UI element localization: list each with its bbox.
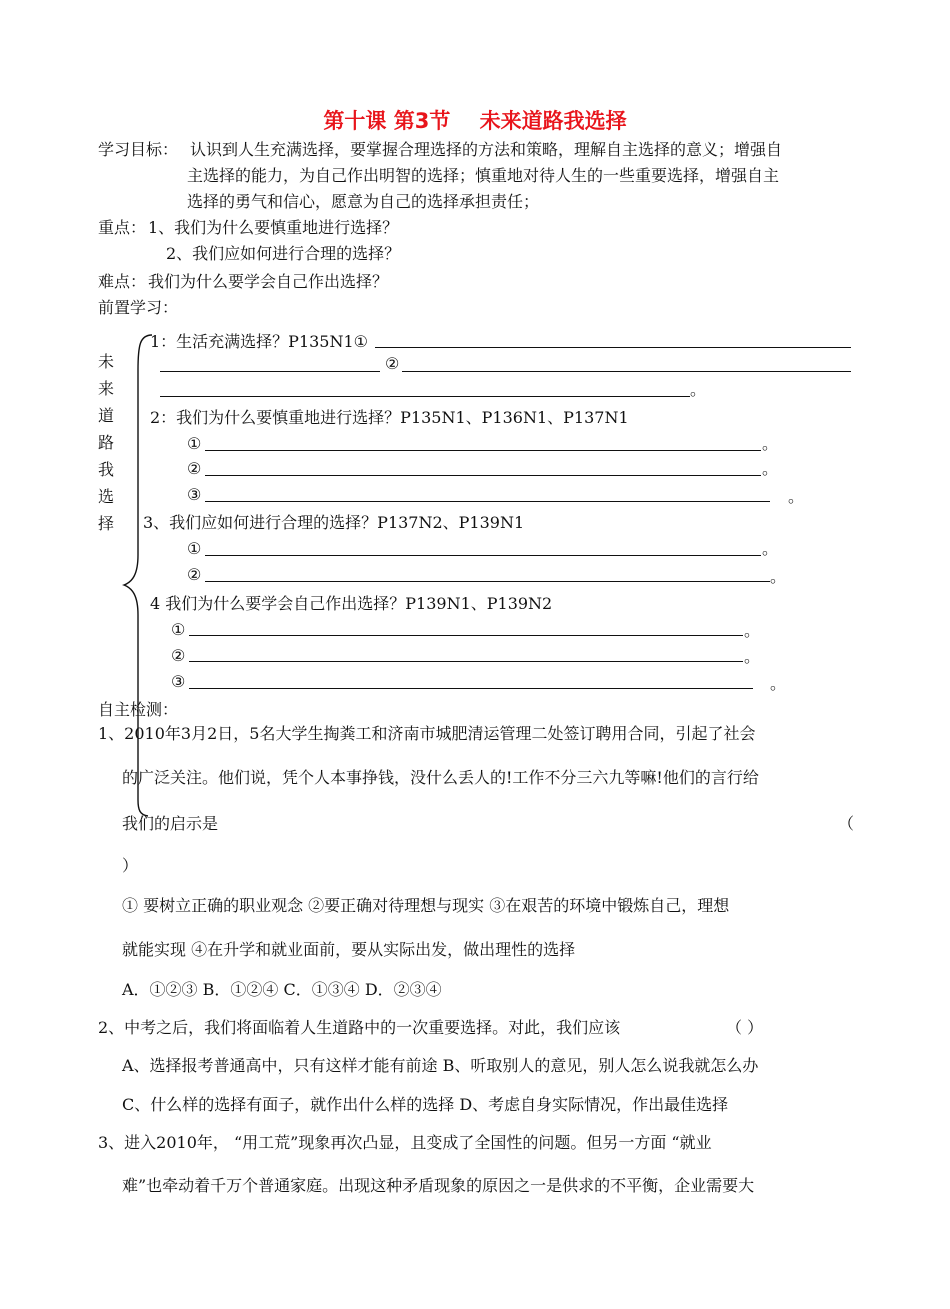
q3-line-2: 难”也牵动着千万个普通家庭。出现这种矛盾现象的原因之一是供求的不平衡，企业需要大 bbox=[122, 1176, 755, 1195]
preview-q1-mark-2: ② bbox=[385, 354, 400, 373]
q1-options: A．①②③ B．①②④ C．①③④ D．②③④ bbox=[122, 980, 442, 999]
period: 。 bbox=[788, 487, 805, 506]
answer-line[interactable] bbox=[205, 475, 761, 476]
preview-q2: 2：我们为什么要慎重地进行选择？P135N1、P136N1、P137N1 bbox=[150, 408, 629, 427]
self-check-label: 自主检测： bbox=[98, 700, 179, 719]
preview-q4: 4 我们为什么要学会自己作出选择？P139N1、P139N2 bbox=[150, 594, 553, 613]
side-char: 道 bbox=[98, 406, 115, 425]
q2-line-1: 2、中考之后，我们将面临着人生道路中的一次重要选择。对此，我们应该 bbox=[98, 1018, 621, 1037]
mark-2: ② bbox=[171, 646, 186, 665]
period: 。 bbox=[690, 380, 707, 399]
q1-choices-line-1: ① 要树立正确的职业观念 ②要正确对待理想与现实 ③在艰苦的环境中锻炼自己，理想 bbox=[122, 896, 730, 915]
key-point-2: 2、我们应如何进行合理的选择？ bbox=[166, 244, 401, 263]
mark-2: ② bbox=[187, 459, 202, 478]
q1-paren-close: ） bbox=[122, 856, 139, 875]
q2-paren: （ ） bbox=[726, 1018, 764, 1037]
period: 。 bbox=[770, 674, 787, 693]
q1-line-1: 1、2010年3月2日，5名大学生掏粪工和济南市城肥清运管理二处签订聘用合同，引起了社会 bbox=[98, 724, 756, 743]
objectives-line-1: 认识到人生充满选择，要掌握合理选择的方法和策略，理解自主选择的意义；增强自 bbox=[190, 140, 783, 159]
preview-q3: 3、我们应如何进行合理的选择？P137N2、P139N1 bbox=[143, 513, 525, 532]
brace-icon bbox=[118, 330, 158, 820]
objectives-label: 学习目标： bbox=[98, 140, 179, 159]
answer-line[interactable] bbox=[189, 661, 743, 662]
answer-line[interactable] bbox=[205, 450, 761, 451]
difficulty-text: 我们为什么要学会自己作出选择？ bbox=[148, 272, 389, 291]
page-title: 第十课 第3节 未来道路我选择 bbox=[323, 109, 627, 133]
q2-options-line-2: C、什么样的选择有面子，就作出什么样的选择 D、考虑自身实际情况，作出最佳选择 bbox=[122, 1095, 729, 1114]
period: 。 bbox=[762, 434, 779, 453]
side-char: 来 bbox=[98, 379, 115, 398]
side-char: 未 bbox=[98, 352, 115, 371]
answer-line[interactable] bbox=[189, 688, 753, 689]
mark-3: ③ bbox=[171, 672, 186, 691]
answer-line[interactable] bbox=[375, 347, 851, 348]
answer-line[interactable] bbox=[402, 371, 851, 372]
mark-2: ② bbox=[187, 565, 202, 584]
answer-line[interactable] bbox=[160, 371, 380, 372]
q1-line-2: 的广泛关注。他们说，凭个人本事挣钱，没什么丢人的!工作不分三六九等嘛!他们的言行给 bbox=[122, 768, 759, 787]
period: 。 bbox=[762, 539, 779, 558]
period: 。 bbox=[770, 567, 787, 586]
objectives-line-3: 选择的勇气和信心，愿意为自己的选择承担责任； bbox=[187, 192, 540, 211]
q2-options-line-1: A、选择报考普通高中，只有这样才能有前途 B、听取别人的意见，别人怎么说我就怎么办 bbox=[122, 1056, 759, 1075]
q3-line-1: 3、进入2010年， “用工荒”现象再次凸显，且变成了全国性的问题。但另一方面 “就业 bbox=[98, 1133, 712, 1152]
answer-line[interactable] bbox=[160, 396, 690, 397]
q1-line-3: 我们的启示是 bbox=[122, 814, 219, 833]
side-char: 择 bbox=[98, 514, 115, 533]
mark-1: ① bbox=[187, 539, 202, 558]
q1-choices-line-2: 就能实现 ④在升学和就业面前，要从实际出发，做出理性的选择 bbox=[122, 940, 576, 959]
period: 。 bbox=[762, 459, 779, 478]
answer-line[interactable] bbox=[205, 581, 770, 582]
key-points-label: 重点： bbox=[98, 218, 147, 237]
period: 。 bbox=[744, 647, 761, 666]
mark-3: ③ bbox=[187, 485, 202, 504]
period: 。 bbox=[744, 621, 761, 640]
key-point-1: 1、我们为什么要慎重地进行选择？ bbox=[148, 218, 399, 237]
answer-line[interactable] bbox=[205, 501, 770, 502]
answer-line[interactable] bbox=[189, 635, 743, 636]
side-char: 我 bbox=[98, 460, 115, 479]
difficulty-label: 难点： bbox=[98, 272, 147, 291]
answer-line[interactable] bbox=[205, 555, 761, 556]
objectives-line-2: 主选择的能力，为自己作出明智的选择；慎重地对待人生的一些重要选择，增强自主 bbox=[187, 166, 780, 185]
mark-1: ① bbox=[187, 434, 202, 453]
side-char: 路 bbox=[98, 433, 115, 452]
side-char: 选 bbox=[98, 487, 115, 506]
q1-paren-open: （ bbox=[838, 814, 855, 833]
mark-1: ① bbox=[171, 620, 186, 639]
preview-label: 前置学习： bbox=[98, 298, 179, 317]
preview-q1: 1：生活充满选择？P135N1① bbox=[150, 332, 369, 351]
